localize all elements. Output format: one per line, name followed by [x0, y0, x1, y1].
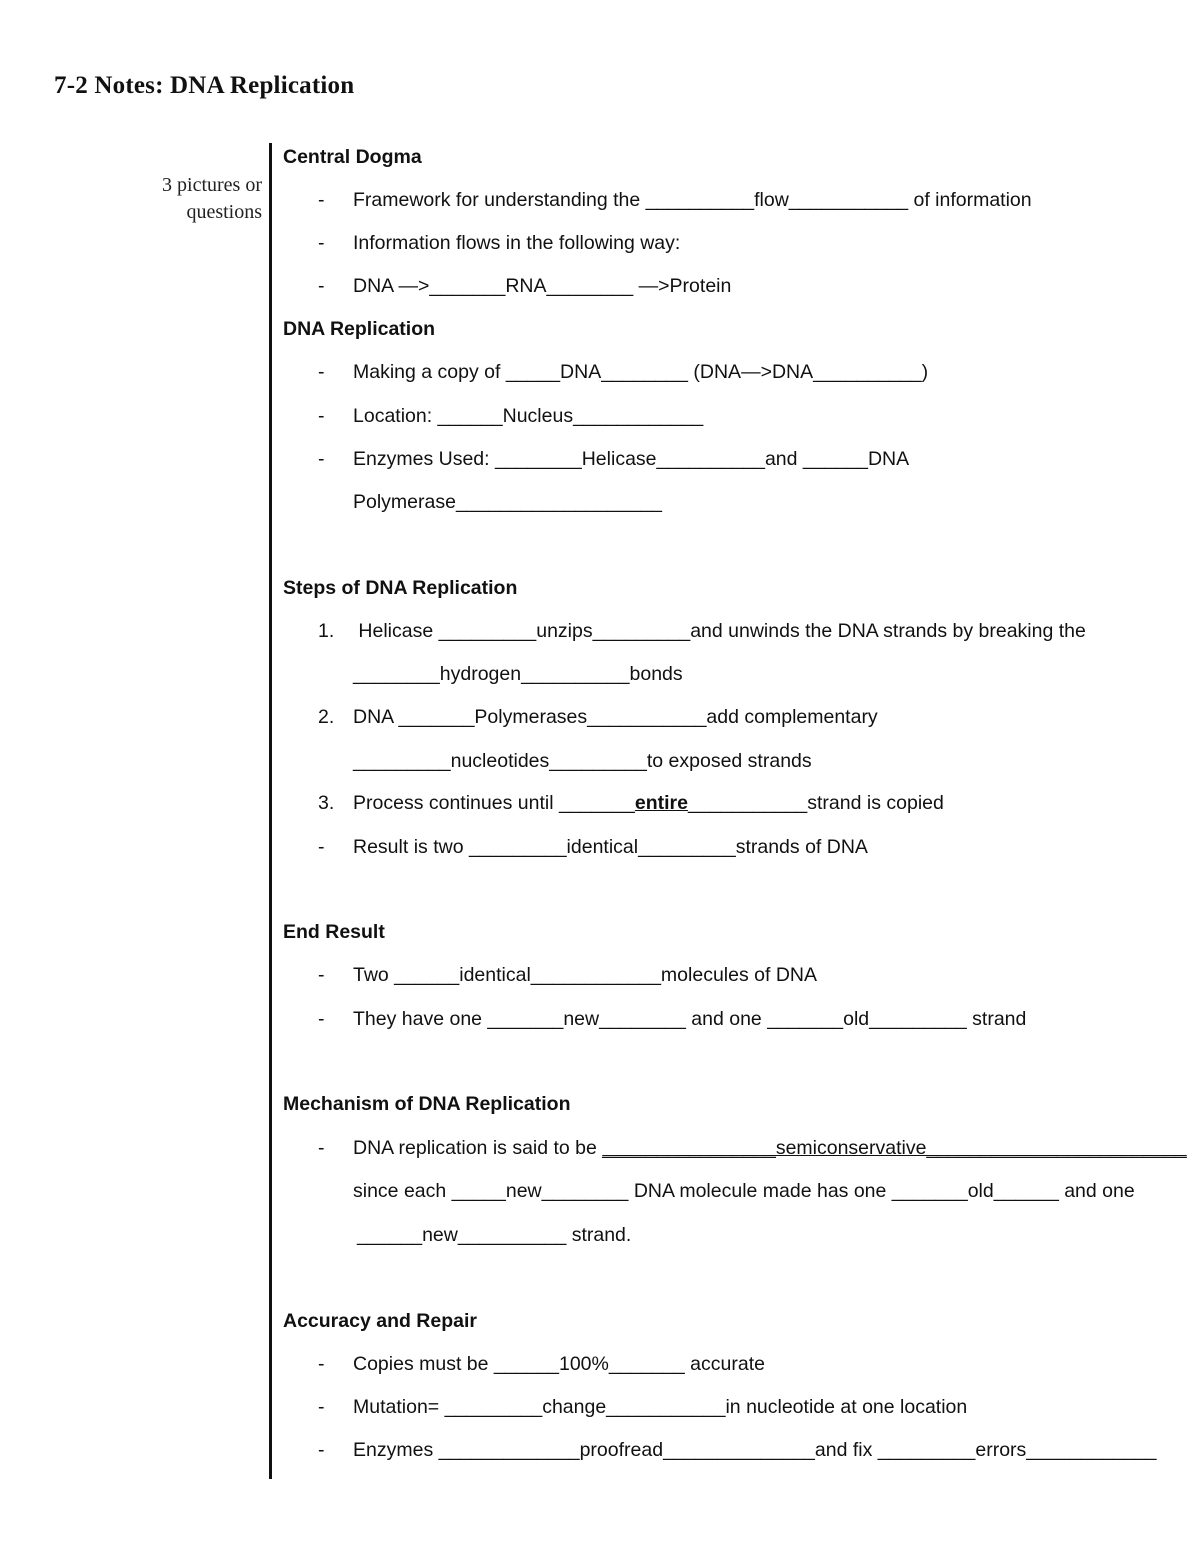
dash-bullet: -	[318, 964, 325, 986]
item-text: DNA —>_______RNA________ —>Protein	[353, 275, 732, 297]
list-item	[318, 275, 731, 298]
list-item	[318, 189, 1032, 212]
answer-blank: ________________semiconservative________________________	[602, 1137, 1187, 1159]
item-text: Mutation= _________change___________in nucleotide at one location	[353, 1396, 968, 1418]
dash-bullet: -	[318, 1008, 325, 1030]
dash-bullet: -	[318, 1353, 325, 1375]
list-item	[318, 405, 703, 428]
dash-bullet: -	[318, 405, 325, 427]
step-item	[318, 620, 1086, 643]
heading-dna-replication: DNA Replication	[283, 318, 436, 340]
item-text: Enzymes Used: ________Helicase__________and ______DNA	[353, 448, 910, 470]
heading-accuracy: Accuracy and Repair	[283, 1310, 478, 1332]
step-text: DNA _______Polymerases___________add complementary	[353, 706, 878, 728]
list-item	[318, 448, 909, 471]
dash-bullet: -	[318, 275, 325, 297]
heading-central-dogma: Central Dogma	[283, 146, 422, 168]
step-number: 1.	[318, 620, 335, 642]
item-text: Two ______identical____________molecules of DNA	[353, 964, 817, 986]
step-answer: entire	[634, 792, 688, 814]
heading-steps: Steps of DNA Replication	[283, 577, 518, 599]
sidebar-note	[100, 172, 262, 226]
list-item	[318, 1353, 765, 1376]
page-title: 7-2 Notes: DNA Replication	[54, 72, 355, 99]
list-item	[318, 1008, 1026, 1031]
step-number: 2.	[318, 706, 335, 728]
item-text: Making a copy of _____DNA________ (DNA—>DNA__________)	[353, 361, 929, 383]
step-text: Helicase _________unzips_________and unwinds the DNA strands by breaking the	[353, 620, 1086, 642]
list-item	[318, 1439, 1156, 1462]
step-continuation: ________hydrogen__________bonds	[353, 663, 683, 685]
item-text: Information flows in the following way:	[353, 232, 681, 254]
sidebar-note-line: 3 pictures or	[162, 174, 262, 196]
list-item-continuation: Polymerase___________________	[353, 491, 663, 513]
list-item	[318, 232, 680, 255]
step-continuation: _________nucleotides_________to exposed strands	[353, 750, 812, 772]
step-text: Process continues until _______	[353, 792, 635, 814]
dash-bullet: -	[318, 1137, 325, 1159]
list-item	[318, 361, 928, 384]
dash-bullet: -	[318, 189, 325, 211]
list-item-continuation: since each _____new________ DNA molecule made has one _______old______ and one	[353, 1180, 1135, 1202]
dash-bullet: -	[318, 1439, 325, 1461]
step-number: 3.	[318, 792, 335, 814]
item-text: They have one _______new________ and one _______old_________ strand	[353, 1008, 1027, 1030]
dash-bullet: -	[318, 232, 325, 254]
list-item	[318, 836, 868, 859]
dash-bullet: -	[318, 836, 325, 858]
dash-bullet: -	[318, 1396, 325, 1418]
sidebar-note-line: questions	[186, 201, 262, 223]
list-item	[318, 1137, 1187, 1160]
item-text: Location: ______Nucleus____________	[353, 405, 704, 427]
item-text: DNA replication is said to be	[353, 1137, 603, 1159]
heading-mechanism: Mechanism of DNA Replication	[283, 1093, 571, 1115]
step-text: ___________strand is copied	[687, 792, 944, 814]
heading-end-result: End Result	[283, 921, 385, 943]
list-item-continuation: ______new__________ strand.	[357, 1224, 632, 1246]
item-text: Enzymes _____________proofread______________and fix _________errors____________	[353, 1439, 1157, 1461]
item-text: Framework for understanding the __________flow___________ of information	[353, 189, 1032, 211]
margin-divider	[269, 143, 272, 1479]
list-item	[318, 964, 817, 987]
list-item	[318, 1396, 967, 1419]
dash-bullet: -	[318, 361, 325, 383]
item-text: Result is two _________identical_________strands of DNA	[353, 836, 868, 858]
step-item	[318, 792, 944, 815]
step-item	[318, 706, 878, 729]
item-text: Copies must be ______100%_______ accurate	[353, 1353, 765, 1375]
dash-bullet: -	[318, 448, 325, 470]
